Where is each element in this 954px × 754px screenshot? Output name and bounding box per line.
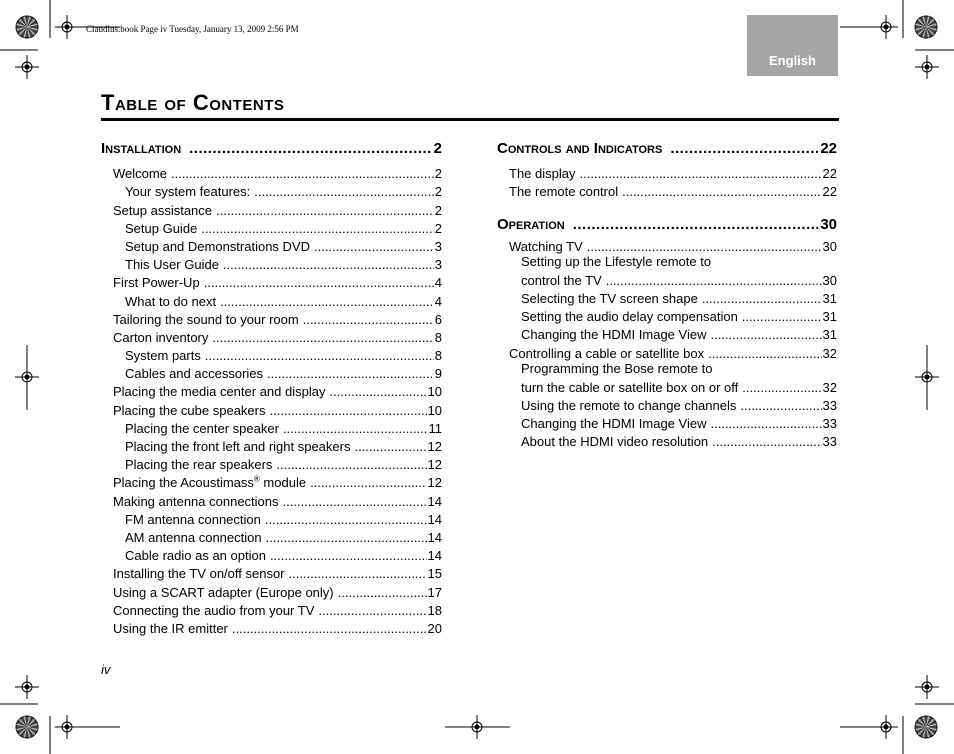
toc-entry-page: 2	[434, 202, 442, 218]
toc-entry[interactable]	[101, 363, 442, 381]
toc-entry-page: 2	[434, 220, 442, 236]
dot-leader	[742, 309, 822, 324]
toc-entry-page: 33	[822, 416, 837, 432]
toc-entry[interactable]	[101, 218, 442, 236]
toc-entry-label: Setting the audio delay compensation	[521, 309, 738, 325]
toc-entry[interactable]	[497, 395, 837, 413]
registration-target-icon	[881, 722, 891, 732]
registration-target-icon	[22, 682, 32, 692]
toc-entry-label: What to do next	[125, 293, 217, 309]
color-burst-icon	[915, 716, 937, 738]
toc-entry[interactable]	[101, 345, 442, 363]
dot-leader	[204, 275, 434, 290]
toc-entry[interactable]	[101, 181, 442, 199]
toc-entry-page: 31	[822, 309, 837, 325]
toc-entry-label: Placing the front left and right speakers	[125, 439, 351, 454]
toc-entry-page: 32	[822, 379, 837, 395]
toc-entry-page: 11	[428, 420, 442, 436]
toc-entry[interactable]	[497, 181, 837, 199]
toc-entry-label: Carton inventory	[113, 329, 209, 345]
dot-leader	[265, 512, 427, 527]
dot-leader	[606, 273, 822, 288]
toc-entry-page: 14	[427, 548, 442, 564]
toc-entry-label-suffix: module	[259, 475, 307, 491]
toc-entry[interactable]	[101, 581, 442, 599]
toc-entry-label: Cable radio as an option	[125, 548, 266, 564]
dot-leader	[276, 457, 426, 472]
toc-entry[interactable]	[101, 563, 442, 581]
toc-entry-page: 22	[822, 166, 837, 182]
registered-mark: ®	[253, 475, 260, 485]
dot-leader	[216, 203, 434, 218]
toc-entry-label: Placing the Acoustimass® module	[113, 475, 307, 491]
toc-entry-label: Placing the rear speakers	[125, 457, 273, 473]
toc-entry[interactable]	[101, 163, 442, 181]
toc-right-column	[497, 137, 837, 449]
toc-entry-label: turn the cable or satellite box on or off	[521, 379, 739, 395]
toc-entry-label: Setup assistance	[113, 202, 213, 218]
dot-leader	[587, 239, 822, 254]
toc-entry-first-line: Programming the Bose remote to	[521, 360, 713, 376]
dot-leader	[338, 585, 427, 600]
dot-leader	[622, 184, 821, 199]
toc-entry[interactable]	[497, 342, 837, 360]
language-tab-label: English	[769, 53, 816, 68]
toc-entry[interactable]	[101, 600, 442, 618]
toc-entry-label: Using the remote to change channels	[521, 397, 737, 413]
language-tab	[747, 15, 838, 76]
toc-entry[interactable]	[101, 436, 442, 454]
toc-entry[interactable]	[101, 199, 442, 217]
toc-entry-page: 6	[434, 311, 442, 327]
toc-entry[interactable]	[497, 288, 837, 306]
toc-entries-installation	[101, 163, 442, 636]
dot-leader	[220, 294, 434, 309]
dot-leader	[189, 140, 432, 157]
toc-entry-label: Changing the HDMI Image View	[521, 416, 707, 432]
dot-leader	[283, 421, 428, 436]
toc-entry-label: Setup and Demonstrations DVD	[125, 238, 310, 254]
toc-entry-label: First Power-Up	[113, 275, 200, 291]
toc-entry[interactable]	[101, 399, 442, 417]
toc-entry-page: 3	[434, 257, 442, 273]
toc-entry-label: Tailoring the sound to your room	[113, 311, 299, 327]
dot-leader	[232, 621, 427, 636]
toc-entry-page: 17	[427, 584, 442, 600]
dot-leader	[201, 221, 433, 236]
toc-entry[interactable]	[497, 377, 837, 395]
registration-target-icon	[881, 22, 891, 32]
color-burst-icon	[915, 16, 937, 38]
toc-section-operation[interactable]	[497, 213, 837, 233]
toc-entry-page: 8	[434, 348, 442, 364]
toc-entry[interactable]	[497, 324, 837, 342]
toc-entry-page: 10	[427, 402, 442, 418]
toc-entry-page: 14	[427, 493, 442, 509]
toc-entry-label: The remote control	[509, 184, 619, 200]
toc-entry-label: This User Guide	[125, 257, 219, 273]
registration-target-icon	[22, 62, 32, 72]
toc-entry-page: 12	[427, 439, 442, 454]
dot-leader	[354, 439, 426, 454]
title-rule	[101, 118, 839, 121]
toc-entry-label: Your system features:	[125, 184, 251, 200]
registration-target-icon	[922, 372, 932, 382]
toc-entry-page: 14	[427, 511, 442, 527]
toc-entry-page: 20	[427, 620, 442, 636]
dot-leader	[269, 403, 426, 418]
toc-entry-label: System parts	[125, 348, 201, 364]
toc-entry[interactable]	[101, 454, 442, 472]
toc-entry[interactable]	[101, 472, 442, 490]
toc-entry-label: Installing the TV on/off sensor	[113, 566, 285, 582]
dot-leader	[267, 366, 434, 381]
toc-entry-page: 10	[427, 384, 442, 400]
toc-entry-label: The display	[509, 166, 576, 182]
dot-leader	[712, 434, 821, 449]
toc-left-column	[101, 137, 442, 636]
toc-entry-page: 18	[427, 602, 442, 618]
toc-entry-page: 3	[434, 238, 442, 254]
toc-entry-label: About the HDMI video resolution	[521, 434, 709, 450]
toc-entry[interactable]	[101, 618, 442, 636]
toc-entry-label: Using the IR emitter	[113, 620, 228, 636]
toc-entry-page: 4	[434, 275, 442, 291]
dot-leader	[742, 380, 821, 395]
section-label: Installation	[101, 140, 182, 157]
registration-target-icon	[922, 62, 932, 72]
toc-entry[interactable]	[101, 527, 442, 545]
dot-leader	[223, 257, 434, 272]
dot-leader	[314, 239, 434, 254]
dot-leader	[318, 603, 426, 618]
toc-entry-label: Cables and accessories	[125, 366, 264, 382]
toc-entry-page: 12	[427, 457, 442, 473]
toc-entry[interactable]	[101, 418, 442, 436]
section-label: Controls and Indicators	[497, 140, 663, 157]
dot-leader	[254, 184, 434, 199]
dot-leader	[702, 291, 822, 306]
dot-leader	[329, 384, 426, 399]
section-page: 22	[820, 140, 837, 157]
section-page: 30	[820, 216, 837, 234]
toc-entry-page: 33	[822, 397, 837, 413]
toc-entry[interactable]	[101, 254, 442, 272]
registration-target-icon	[62, 22, 72, 32]
toc-entry-label: FM antenna connection	[125, 511, 261, 527]
dot-leader	[289, 566, 427, 581]
toc-entry-page: 2	[434, 166, 442, 182]
toc-entries-operation	[497, 235, 837, 449]
toc-entry-page: 14	[427, 529, 442, 545]
toc-entry[interactable]	[497, 270, 837, 288]
dot-leader	[171, 166, 434, 181]
registration-target-icon	[472, 722, 482, 732]
toc-entry[interactable]	[497, 306, 837, 324]
dot-leader	[270, 548, 427, 563]
toc-entry-label: Connecting the audio from your TV	[113, 602, 315, 618]
dot-leader	[710, 416, 821, 431]
toc-section-installation[interactable]	[101, 137, 442, 157]
page-title: Table of Contents	[101, 90, 285, 115]
toc-entry-label: Placing the center speaker	[125, 420, 279, 436]
toc-entry[interactable]	[497, 413, 837, 431]
toc-entry-label: AM antenna connection	[125, 529, 262, 545]
toc-entry[interactable]	[101, 236, 442, 254]
dot-leader	[579, 166, 821, 181]
toc-entry-page: 2	[434, 184, 442, 200]
toc-entry[interactable]	[101, 309, 442, 327]
toc-entry-label: Placing the cube speakers	[113, 402, 266, 418]
toc-section-controls[interactable]	[497, 137, 837, 157]
toc-entry[interactable]	[497, 163, 837, 181]
toc-entry-label: Making antenna connections	[113, 493, 279, 509]
toc-entry-label: Watching TV	[509, 238, 583, 254]
toc-entry[interactable]	[101, 545, 442, 563]
dot-leader	[670, 140, 818, 157]
toc-entry-page: 4	[434, 293, 442, 309]
dot-leader	[310, 475, 426, 490]
toc-entry-page: 22	[822, 184, 837, 200]
toc-entry[interactable]	[497, 431, 837, 449]
section-label: Operation	[497, 216, 565, 234]
section-page: 2	[433, 140, 442, 157]
dot-leader	[708, 346, 821, 361]
dot-leader	[710, 327, 821, 342]
toc-entry[interactable]	[101, 327, 442, 345]
toc-entry[interactable]	[101, 509, 442, 527]
toc-entry[interactable]	[101, 272, 442, 290]
registration-target-icon	[22, 372, 32, 382]
print-header: Claudius.book Page iv Tuesday, January 13, 2009 2:56 PM	[86, 24, 299, 34]
toc-entry[interactable]	[101, 290, 442, 308]
toc-entry-page: 31	[822, 290, 837, 306]
color-burst-icon	[16, 16, 38, 38]
toc-entries-controls	[497, 163, 837, 199]
toc-entry[interactable]	[101, 490, 442, 508]
toc-entry-page: 9	[434, 366, 442, 382]
toc-entry-label: Selecting the TV screen shape	[521, 290, 698, 306]
dot-leader	[266, 530, 427, 545]
toc-entry-label: Controlling a cable or satellite box	[509, 345, 705, 361]
toc-entry-label: Setup Guide	[125, 220, 198, 236]
toc-entry[interactable]	[497, 235, 837, 253]
toc-entry-label: Placing the media center and display	[113, 384, 326, 400]
toc-entry-page: 33	[822, 434, 837, 450]
toc-entry-label: Using a SCART adapter (Europe only)	[113, 584, 334, 600]
toc-entry-page: 15	[427, 566, 442, 582]
page-number: iv	[101, 662, 111, 677]
toc-entry-page: 30	[822, 272, 837, 288]
toc-entry-page: 12	[427, 475, 442, 491]
dot-leader	[283, 494, 427, 509]
toc-entry-page: 31	[822, 327, 837, 343]
toc-entry-first-line: Setting up the Lifestyle remote to	[521, 253, 712, 269]
toc-entry-label: Welcome	[113, 166, 167, 182]
toc-entry-page: 8	[434, 329, 442, 345]
dot-leader	[212, 330, 433, 345]
color-burst-icon	[16, 716, 38, 738]
dot-leader	[740, 398, 821, 413]
toc-entry-page: 30	[822, 238, 837, 254]
dot-leader	[205, 348, 434, 363]
registration-target-icon	[62, 722, 72, 732]
toc-entry-page: 32	[822, 345, 837, 361]
registration-target-icon	[922, 682, 932, 692]
dot-leader	[303, 312, 434, 327]
dot-leader	[573, 216, 819, 233]
toc-entry[interactable]	[101, 381, 442, 399]
toc-entry-label: Changing the HDMI Image View	[521, 327, 707, 343]
toc-entry-label: control the TV	[521, 272, 602, 288]
